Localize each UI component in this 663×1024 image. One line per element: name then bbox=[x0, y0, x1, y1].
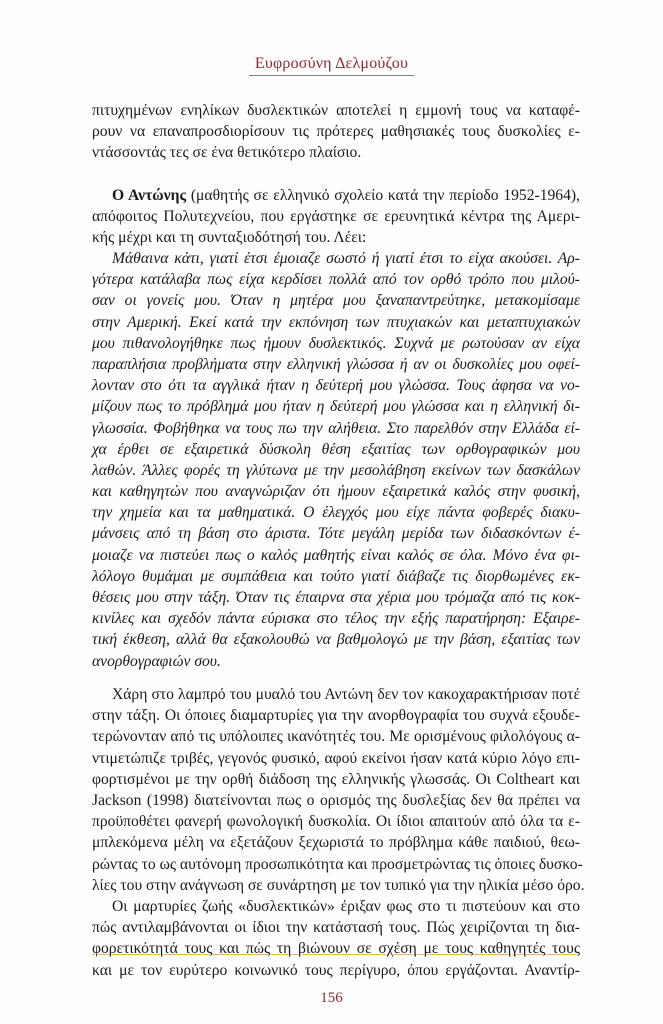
text-line: απόφοιτος Πολυτεχνείου, που εργάστηκε σε ερευνητικά κέντρα της Αμερι- bbox=[92, 208, 580, 226]
quote-line: λόλογο θυμάμαι με συμπάθεια και τούτο γιατί διάβαζε τις διορθωμένες εκ- bbox=[92, 567, 580, 585]
quote-line: μου πιθανολογήθηκε πως ήμουν δυσλεκτικός. Συχνά με ρωτούσαν αν είχα bbox=[92, 334, 580, 352]
paragraph-4 bbox=[92, 896, 580, 981]
author-name: Ευφροσύνη Δελμούζου bbox=[249, 55, 414, 76]
quote-line: και καθηγητών που αναγνώριζαν ότι ήμουν εξαιρετικά καλός στην φυσική, bbox=[92, 483, 580, 501]
text-line: ρουν να επαναπροσδιορίσουν τις πρότερες μαθησιακές τους δυσκολίες ε- bbox=[92, 123, 580, 141]
text-line: πώς αντιλαμβάνονται οι ίδιοι την κατάστασή τους. Πώς χειρίζονται τη δια- bbox=[92, 919, 580, 937]
quote-line: σαν οι γονείς μου. Όταν η μητέρα μου ξαναπαντρεύτηκε, μετακομίσαμε bbox=[92, 292, 580, 310]
quote-line: κινίλες και σχεδόν πάντα εύρισκα στο τέλος την εξής παρατήρηση: Εξαιρε- bbox=[92, 610, 580, 628]
text-line: Ο Αντώνης (μαθητής σε ελληνικό σχολείο κατά την περίοδο 1952-1964), bbox=[112, 187, 580, 204]
text-line: κής μέχρι και τη συνταξιοδότησή του. Λέει: bbox=[92, 229, 367, 247]
text-line: προϋποθέτει φανερή φωνολογική δυσκολία. Οι ίδιοι απαιτούν από όλα τα ε- bbox=[92, 813, 580, 831]
person-name: Ο Αντώνης bbox=[112, 187, 187, 204]
text-line: Jackson (1998) διατείνονται πως ο ορισμός της δυσλεξίας δεν θα πρέπει να bbox=[92, 791, 580, 809]
text-line: ντάσσοντάς τες σε ένα θετικότερο πλαίσιο. bbox=[92, 144, 362, 162]
quote-line: την χημεία και τα μαθηματικά. Ο έλεγχός μου είχε πάντα φοβερές διακυ- bbox=[92, 504, 580, 522]
text-line: Οι μαρτυρίες ζωής «δυσλεκτικών» έριξαν φως στο τι πιστεύουν και στο bbox=[112, 898, 580, 915]
text-line: ρώντας το ως αυτόνομη προσωπικότητα και προσμετρώντας τις όποιες δυσκο- bbox=[92, 855, 583, 873]
quote-line: ανορθογραφιών σου. bbox=[92, 652, 221, 670]
quote-line: τική έκθεση, αλλά θα εξακολουθώ να βαθμολογώ με την βάση, εξαιτίας των bbox=[92, 631, 580, 649]
quote-line: παραπλήσια προβλήματα στην ελληνική γλώσσα ή αν οι δυσκολίες μου οφεί- bbox=[92, 355, 580, 373]
page-number: 156 bbox=[320, 990, 343, 1006]
quote-line: μοιαζε να πιστεύει πως ο καλός μαθητής είναι καλός σε όλα. Μόνο ένα φι- bbox=[92, 546, 580, 564]
running-header bbox=[0, 55, 663, 76]
paragraph-2 bbox=[92, 185, 580, 249]
quote-line: χα έρθει σε εξαιρετικά δύσκολη θέση εξαιτίας των ορθογραφικών μου bbox=[92, 440, 580, 458]
quote-line: στην Αμερική. Εκεί κατά την εκπόνηση των πτυχιακών και μεταπτυχιακών bbox=[92, 313, 580, 331]
text-line: πιτυχημένων ενηλίκων δυσλεκτικών αποτελεί η εμμονή τους να καταφέ- bbox=[92, 102, 580, 119]
quote-line: γότερα κατάλαβα πως είχα κερδίσει πολλά από τον ορθό τρόπο που μιλού- bbox=[92, 271, 580, 289]
quote-line: θέσεις μου στην τάξη. Όταν τις έπαιρνα στα χέρια μου τρόμαζα από τις κοκ- bbox=[92, 589, 580, 606]
text-line: και με τον ευρύτερο κοινωνικό τους περίγυρο, όπου εργάζονται. Αναντίρ- bbox=[92, 961, 580, 979]
quote-line: Μάθαινα κάτι, γιατί έτσι έμοιαζε σωστό ή γιατί έτσι το είχα ακούσει. Αρ- bbox=[112, 250, 580, 267]
text-line: φορετικότητά τους και πώς τη βιώνουν σε σχέση με τους καθηγητές τους bbox=[92, 940, 580, 958]
quote-line: λονταν στο ότι τα αγγλικά ήταν η δεύτερή μου γλώσσα. Τους άφησα να νο- bbox=[92, 377, 580, 395]
quote-line: μίζουν πως το πρόβλημά μου ήταν η δεύτερή μου γλώσσα και η ελληνική δι- bbox=[92, 398, 580, 416]
text-line: ντιμετώπιζε τριβές, γεγονός φυσικό, αφού εκείνοι ήσαν κατά κύριο λόγο επι- bbox=[92, 749, 580, 767]
text-line: τερώνονταν από τις υπόλοιπες ικανότητές του. Με ορισμένους φιλολόγους α- bbox=[92, 728, 580, 746]
quote-line: λαθών. Άλλες φορές τη γλύτωνα με την μεσολάβηση εκείνων των δασκάλων bbox=[92, 461, 580, 479]
paragraph-1 bbox=[92, 100, 580, 164]
text-line: φορτισμένοι με την ορθή διάδοση της ελληνικής γλωσσάς. Οι Coltheart και bbox=[92, 770, 580, 788]
text-line: μπλεκόμενα μέλη να εξετάζουν ξεχωριστά το πρόβλημα κάθε παιδιού, θεω- bbox=[92, 834, 580, 852]
paragraph-3 bbox=[92, 684, 585, 896]
quote-line: μάνσεις από τη βάση στο άριστα. Τότε μεγάλη μερίδα των διδασκόντων έ- bbox=[92, 525, 580, 543]
quote-line: γλωσσία. Φοβήθηκα να τους πω την αλήθεια. Στο παρελθόν στην Ελλάδα εί- bbox=[92, 419, 580, 437]
text-line: Χάρη στο λαμπρό του μυαλό του Αντώνη δεν τον κακοχαρακτήρισαν ποτέ bbox=[112, 686, 580, 703]
text-line: λίες του στην ανάγνωση σε συνάρτηση με τον τυπικό για την ηλικία μέσο όρο. bbox=[92, 876, 585, 894]
text-line: στην τάξη. Οι όποιες διαμαρτυρίες για την ανορθογραφία του συχνά εξουδε- bbox=[92, 707, 580, 725]
testimony-quote bbox=[92, 248, 580, 672]
